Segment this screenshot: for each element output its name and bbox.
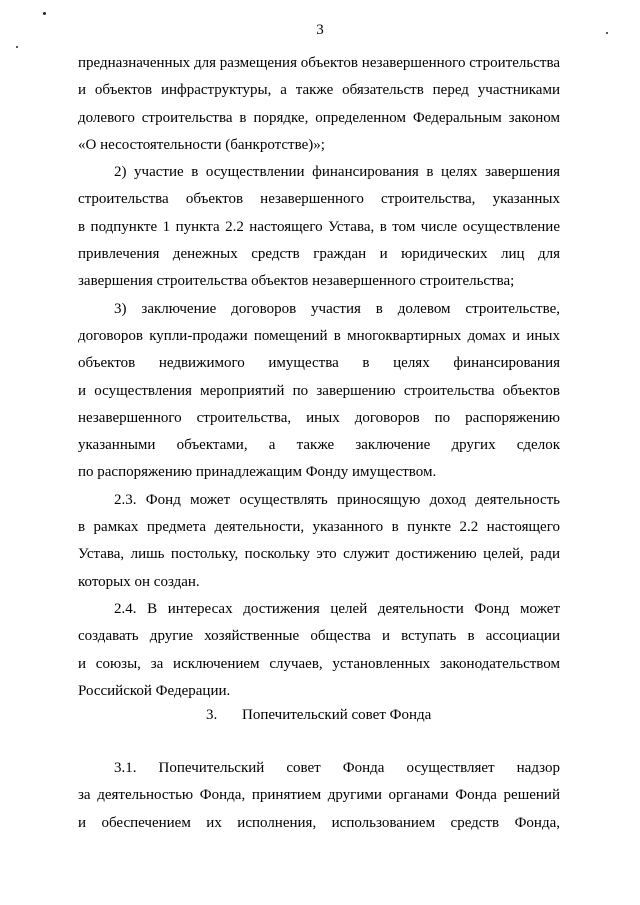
text-line: 3.1. Попечительский совет Фонда осуществляет надзор: [114, 760, 560, 776]
scan-speck: [16, 46, 18, 48]
text-line: Российской Федерации.: [78, 682, 231, 699]
text-line: по распоряжению принадлежащим Фонду имуществом.: [78, 464, 437, 481]
text-line: долевого строительства в порядке, определенном Федеральным законом: [78, 109, 560, 126]
section-title: Попечительский совет Фонда: [242, 707, 432, 723]
scan-speck: [43, 12, 46, 15]
text-line: и обеспечением их исполнения, использованием средств Фонда,: [78, 814, 560, 831]
text-line: за деятельностью Фонда, принятием другими органами Фонда решений: [78, 787, 560, 804]
text-line: строительства объектов незавершенного строительства, указанных: [78, 191, 560, 208]
text-line: и объектов инфраструктуры, а также обязательств перед участниками: [78, 82, 560, 99]
text-line: 3) заключение договоров участия в долевом строительстве,: [114, 300, 560, 317]
text-line: предназначенных для размещения объектов незавершенного строительства: [78, 55, 560, 71]
text-line: завершения строительства объектов незавершенного строительства;: [78, 273, 515, 290]
text-line: указанными объектами, а также заключение других сделок: [78, 437, 560, 454]
text-line: договоров купли-продажи помещений в многоквартирных домах и иных: [78, 327, 560, 344]
text-line: которых он создан.: [78, 573, 200, 590]
text-line: 2.4. В интересах достижения целей деятельности Фонд может: [114, 600, 560, 617]
text-line: «О несостоятельности (банкротстве)»;: [78, 136, 325, 153]
text-block-top: [78, 50, 560, 705]
text-line: 2) участие в осуществлении финансирования в целях завершения: [114, 164, 560, 181]
text-line: в подпункте 1 пункта 2.2 настоящего Устава, в том числе осуществление: [78, 218, 560, 235]
text-line: 2.3. Фонд может осуществлять приносящую доход деятельность: [114, 491, 560, 508]
text-line: объектов недвижимого имущества в целях финансирования: [78, 355, 560, 372]
text-line: создавать другие хозяйственные общества и вступать в ассоциации: [78, 628, 560, 645]
text-line: привлечения денежных средств граждан и юридических лиц для: [78, 246, 560, 263]
text-line: в рамках предмета деятельности, указанного в пункте 2.2 настоящего: [78, 519, 560, 536]
text-line: Устава, лишь постольку, поскольку это служит достижению целей, ради: [78, 546, 560, 563]
text-line: и осуществления мероприятий по завершению строительства объектов: [78, 382, 560, 399]
page-number: 3: [316, 22, 324, 38]
section-number: 3.: [206, 707, 218, 723]
text-line: и союзы, за исключением случаев, установленных законодательством: [78, 655, 560, 672]
text-block-bottom: [78, 755, 560, 837]
text-line: незавершенного строительства, иных договоров по распоряжению: [78, 409, 560, 426]
